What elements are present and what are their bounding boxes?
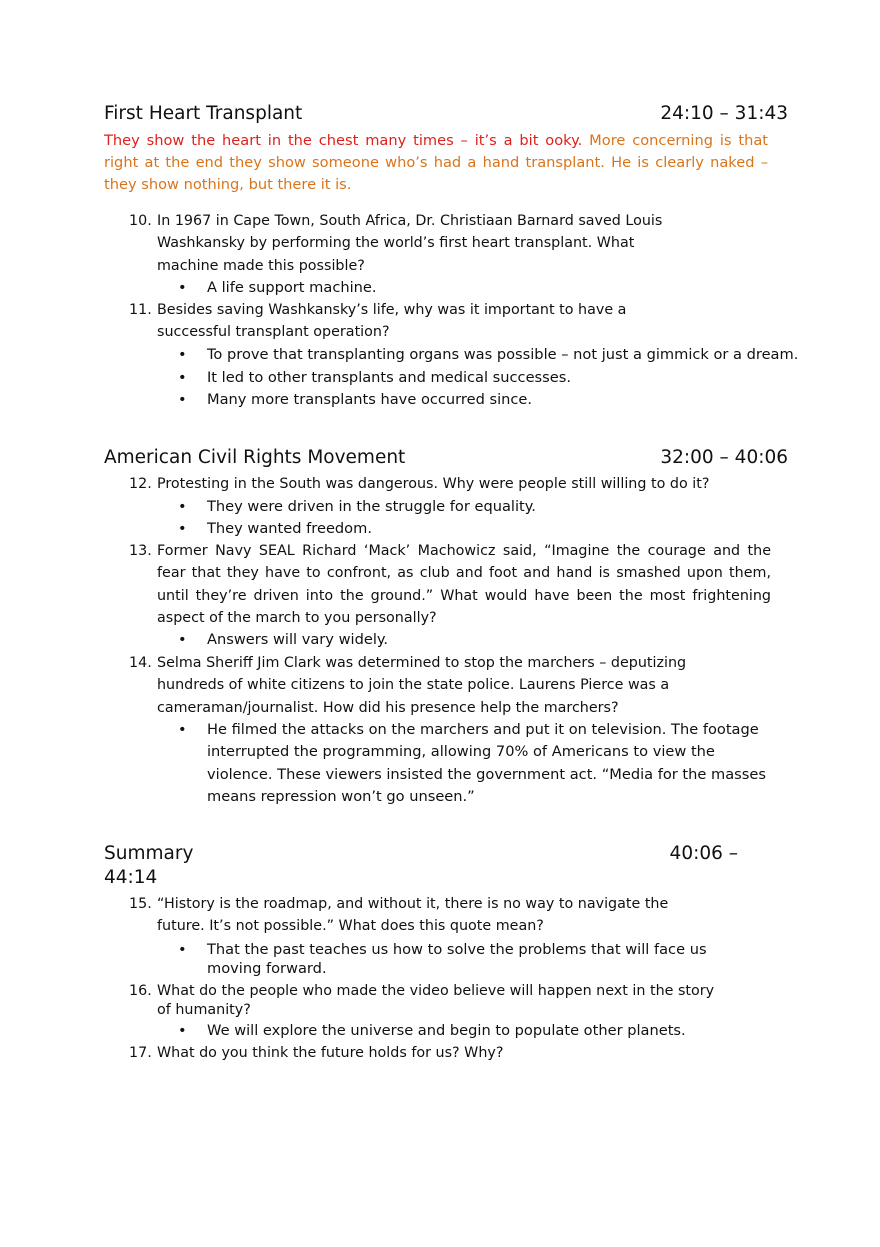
- question-number: 16.: [129, 983, 152, 999]
- section-time: 24:10 – 31:43: [660, 103, 788, 124]
- question-text: Besides saving Washkansky’s life, why was it important to have a successful transplant operation?: [157, 302, 627, 341]
- question-number: 17.: [129, 1045, 152, 1061]
- answer-bullet: • They were driven in the struggle for equality.: [178, 496, 536, 518]
- bullet-icon: •: [178, 520, 187, 537]
- answer-bullet: • He filmed the attacks on the marchers and put it on television. The footage interrupted the programming, allowing 70% of Americans to view the violence. These viewers insisted the government act. “Media for the masses means repression won’t go unseen.”: [178, 721, 766, 805]
- answer-bullet: • To prove that transplanting organs was possible – not just a gimmick or a dream.: [178, 344, 798, 366]
- answer-bullet: • Many more transplants have occurred since.: [178, 389, 532, 411]
- question-number: 15.: [129, 896, 152, 912]
- bullet-icon: •: [178, 369, 187, 386]
- question-17: [129, 1042, 729, 1064]
- answer-bullet: • Answers will vary widely.: [178, 629, 388, 651]
- question-10: [129, 210, 689, 277]
- section-heading-civil-rights: [104, 447, 788, 468]
- answer-bullet: • It led to other transplants and medical successes.: [178, 367, 571, 389]
- note-orange-text: More concerning is that right at the end they show someone who’s had a hand transplant. He is clearly naked – they show nothing, but there it is.: [104, 132, 768, 193]
- bullet-icon: •: [178, 941, 187, 958]
- section-title: American Civil Rights Movement: [104, 447, 406, 468]
- answer-bullet: • We will explore the universe and begin to populate other planets.: [178, 1020, 686, 1042]
- question-text: “History is the roadmap, and without it, there is no way to navigate the future. It’s not possible.” What does this quote mean?: [157, 896, 669, 935]
- question-text: In 1967 in Cape Town, South Africa, Dr. Christiaan Barnard saved Louis Washkansky by performing the world’s first heart transplant. What machine made this possible?: [157, 213, 663, 274]
- section-title: Summary: [104, 843, 194, 864]
- question-15: [129, 893, 709, 938]
- answer-bullet: • That the past teaches us how to solve the problems that will face us moving forward.: [178, 941, 707, 977]
- content-warning-note: [104, 130, 768, 196]
- section-time: 32:00 – 40:06: [660, 447, 788, 468]
- bullet-icon: •: [178, 1022, 187, 1039]
- section-heading-heart-transplant: [104, 103, 788, 124]
- question-11: [129, 299, 689, 344]
- bullet-icon: •: [178, 346, 187, 363]
- question-text: Former Navy SEAL Richard ‘Mack’ Machowicz said, “Imagine the courage and the fear that they have to confront, as club and foot and hand is smashed upon them, until they’re driven into the ground.” What would have been the most frightening aspect of the march to you personally?: [157, 543, 771, 626]
- question-13: [129, 540, 771, 629]
- bullet-icon: •: [178, 498, 187, 515]
- bullet-icon: •: [178, 631, 187, 648]
- question-text: What do the people who made the video believe will happen next in the story of humanity?: [157, 983, 715, 1018]
- question-text: Selma Sheriff Jim Clark was determined to stop the marchers – deputizing hundreds of white citizens to join the state police. Laurens Pierce was a cameraman/journalist. How did his presence help the marchers?: [157, 655, 687, 716]
- section-time-end: 44:14: [104, 867, 158, 888]
- question-12: [129, 473, 779, 495]
- question-text: Protesting in the South was dangerous. Why were people still willing to do it?: [157, 476, 710, 492]
- section-time-continued: [104, 867, 788, 888]
- bullet-icon: •: [178, 391, 187, 408]
- question-number: 12.: [129, 476, 152, 492]
- section-heading-summary: [104, 843, 788, 864]
- section-title: First Heart Transplant: [104, 103, 303, 124]
- bullet-icon: •: [178, 279, 187, 296]
- section-time: 40:06 –: [669, 843, 738, 864]
- question-16: [129, 982, 729, 1020]
- question-number: 11.: [129, 302, 152, 318]
- question-14: [129, 652, 749, 719]
- question-number: 10.: [129, 213, 152, 229]
- question-text: What do you think the future holds for us? Why?: [157, 1045, 504, 1061]
- answer-bullet: • They wanted freedom.: [178, 518, 372, 540]
- note-red-text: They show the heart in the chest many times – it’s a bit ooky.: [104, 132, 583, 149]
- question-number: 14.: [129, 655, 152, 671]
- answer-bullet: • A life support machine.: [178, 277, 377, 299]
- question-number: 13.: [129, 543, 152, 559]
- bullet-icon: •: [178, 721, 187, 738]
